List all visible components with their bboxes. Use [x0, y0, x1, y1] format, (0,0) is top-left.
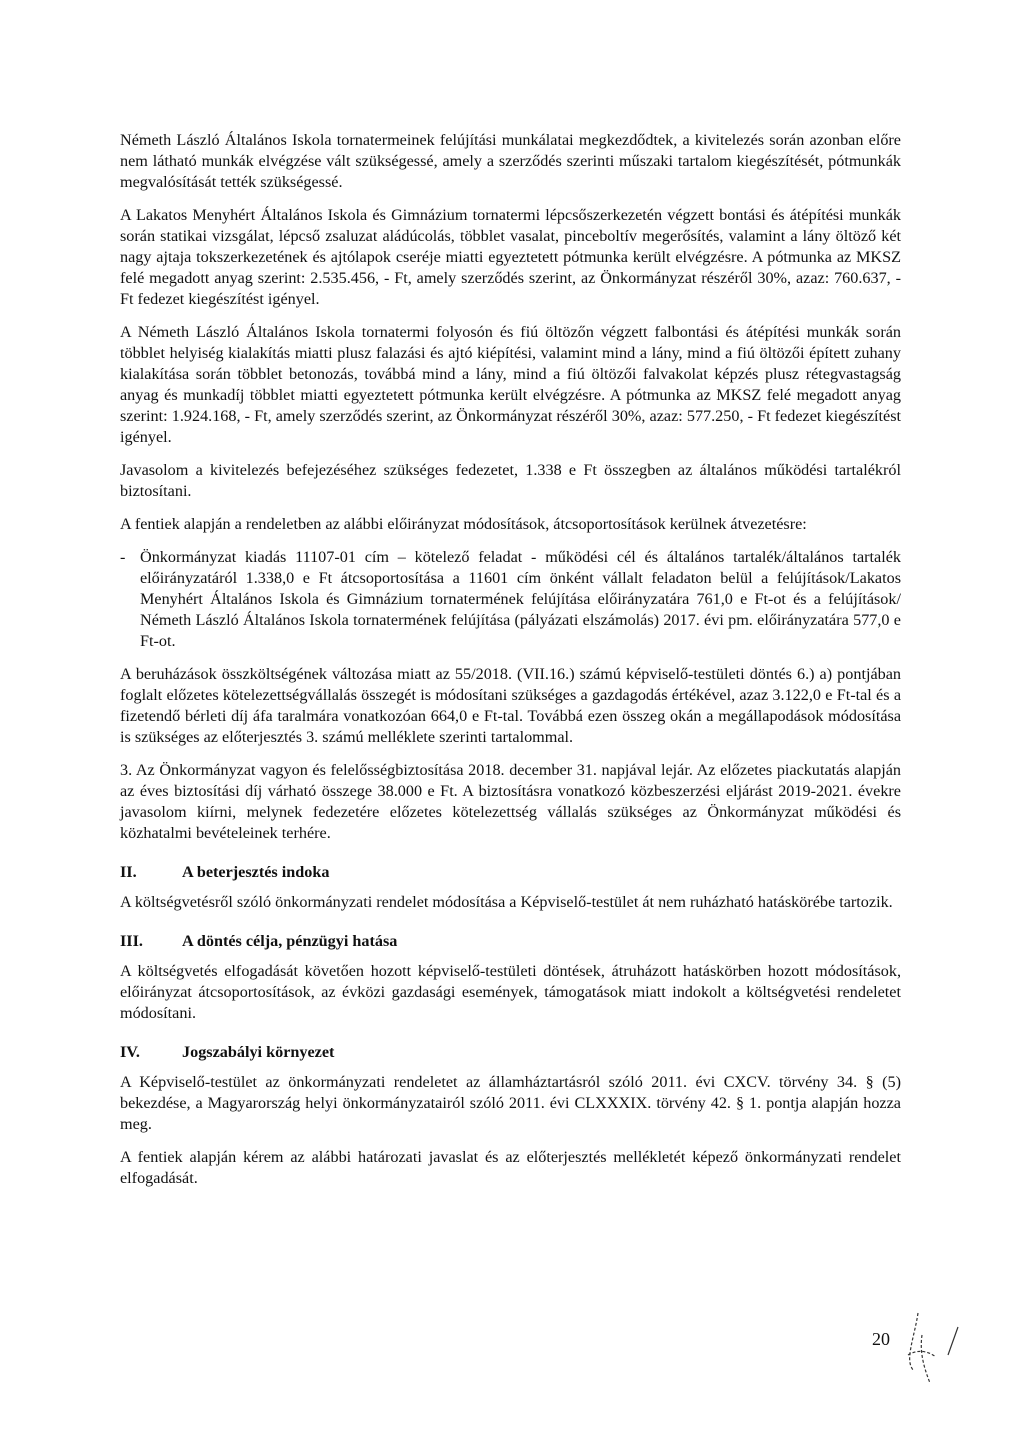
section-iv-paragraph-request: A fentiek alapján kérem az alábbi határozati javaslat és az előterjesztés mellékletét képező önkormányzati rendelet elfogadását.: [120, 1148, 901, 1187]
section-title: A beterjesztés indoka: [182, 863, 330, 881]
section-number: II.: [120, 863, 137, 881]
section-title: A döntés célja, pénzügyi hatása: [182, 932, 398, 950]
section-heading-iii: [120, 931, 901, 952]
paragraph-budget-changes-intro: A fentiek alapján a rendeletben az alábbi előirányzat módosítások, átcsoportosítások kerülnek átvezetésre:: [120, 515, 807, 533]
section-title: Jogszabályi környezet: [182, 1043, 335, 1061]
section-heading-iv: [120, 1042, 901, 1063]
paragraph-insurance: 3. Az Önkormányzat vagyon és felelősségbiztosítása 2018. december 31. napjával lejár. Az előzetes piackutatás alapján az éves biztosítási díj várható összege 38.000 e Ft. A biztosításra vonatkozó közbeszerzési eljárást 2019-2021. évekre javasolom kiírni, melynek fedezetére előzetes kötelezettség vállalás szükséges az Önkormányzat működési és közhatalmi bevételeinek terhére.: [120, 761, 901, 842]
page-number: 20: [872, 1329, 890, 1349]
section-ii-paragraph: A költségvetésről szóló önkormányzati rendelet módosítása a Képviselő-testület át nem ruházható hatáskörébe tartozik.: [120, 893, 893, 911]
paragraph-total-cost-change: A beruházások összköltségének változása miatt az 55/2018. (VII.16.) számú képviselő-testületi döntés 6.) a) pontjában foglalt előzetes kötelezettségvállalás összegét is módosítani szükséges a gazdagodás értékével, azaz 3.122,0 e Ft-tal és a fizetendő bérleti díj áfa taralmára vonatkozóan 664,0 e Ft-tal. Továbbá ezen összeg okán a megállapodások módosítása is szükséges az előterjesztés 3. számú melléklete szerinti tartalommal.: [120, 665, 901, 746]
handwritten-initials-icon: [900, 1305, 970, 1395]
paragraph-nemeth-renovation: Németh László Általános Iskola tornatermeinek felújítási munkálatai megkezdődtek, a kivitelezés során azonban előre nem látható munkák elvégzése vált szükségessé, amely a szerződés szerinti műszaki tartalom kiegészítését, pótmunkák megvalósítását tették szükségessé.: [120, 131, 901, 191]
section-number: IV.: [120, 1043, 140, 1061]
section-heading-ii: [120, 862, 901, 883]
paragraph-funding-proposal: Javasolom a kivitelezés befejezéséhez szükséges fedezetet, 1.338 e Ft összegben az általános működési tartalékról biztosítani.: [120, 461, 901, 500]
section-iv-paragraph-legal: A Képviselő-testület az önkormányzati rendeletet az államháztartásról szóló 2011. évi CXCV. törvény 34. § (5) bekezdése, a Magyarország helyi önkormányzatairól szóló 2011. évi CLXXXIX. törvény 42. § 1. pontja alapján hozza meg.: [120, 1073, 901, 1133]
paragraph-lakatos-extra-work: A Lakatos Menyhért Általános Iskola és Gimnázium tornatermi lépcsőszerkezetén végzett bontási és átépítési munkák során statikai vizsgálat, lépcső zsaluzat aládúcolás, többlet vasalat, pinceboltív megerősítés, valamint a lány öltöző két nagy ajtaja tokszerkezetének és ajtólapok cseréje miatti egyeztetett pótmunka került elvégzésre. A pótmunka az MKSZ felé megadott anyag szerint: 2.535.456, - Ft, amely szerződés szerint, az Önkormányzat részéről 30%, azaz: 760.637, - Ft fedezet kiegészítést igényel.: [120, 206, 901, 308]
document-page: [120, 130, 901, 1201]
bullet-dash: -: [120, 548, 126, 566]
paragraph-nemeth-extra-work: A Németh László Általános Iskola tornatermi folyosón és fiú öltözőn végzett falbontási és átépítési munkák során többlet helyiség kialakítás miatti plusz falazási és ajtó kiépítési, valamint mind a lány, mind a fiú öltözői épített zuhany kialakítása során többlet betonozás, továbbá mind a lány, mind a fiú öltözői falvakolat képzés plusz rétegvastagság anyag és munkadíj többlet miatti egyeztetett pótmunka került elvégzésre. A pótmunka az MKSZ felé megadott anyag szerint: 1.924.168, - Ft, amely szerződés szerint, az Önkormányzat részéről 30%, azaz: 577.250, - Ft fedezet kiegészítést igényel.: [120, 323, 901, 446]
bullet-item: [120, 547, 901, 652]
section-iii-paragraph: A költségvetés elfogadását követően hozott képviselő-testületi döntések, átruházott hatáskörben hozott módosítások, előirányzat átcsoportosítások, az évközi gazdasági események, támogatások miatt indokolt a költségvetési rendeletet módosítani.: [120, 962, 901, 1022]
bullet-text: Önkormányzat kiadás 11107-01 cím – kötelező feladat - működési cél és általános tartalék/általános tartalék előirányzatáról 1.338,0 e Ft átcsoportosítása a 11601 cím önként vállalt feladaton belül a felújítások/Lakatos Menyhért Általános Iskola és Gimnázium tornatermének felújítása előirányzatára 761,0 e Ft-ot és a felújítások/ Németh László Általános Iskola tornatermének felújítása (pályázati elszámolás) 2017. évi pm. előirányzatára 577,0 e Ft-ot.: [140, 548, 901, 650]
section-number: III.: [120, 932, 143, 950]
page-footer: [862, 1305, 972, 1415]
